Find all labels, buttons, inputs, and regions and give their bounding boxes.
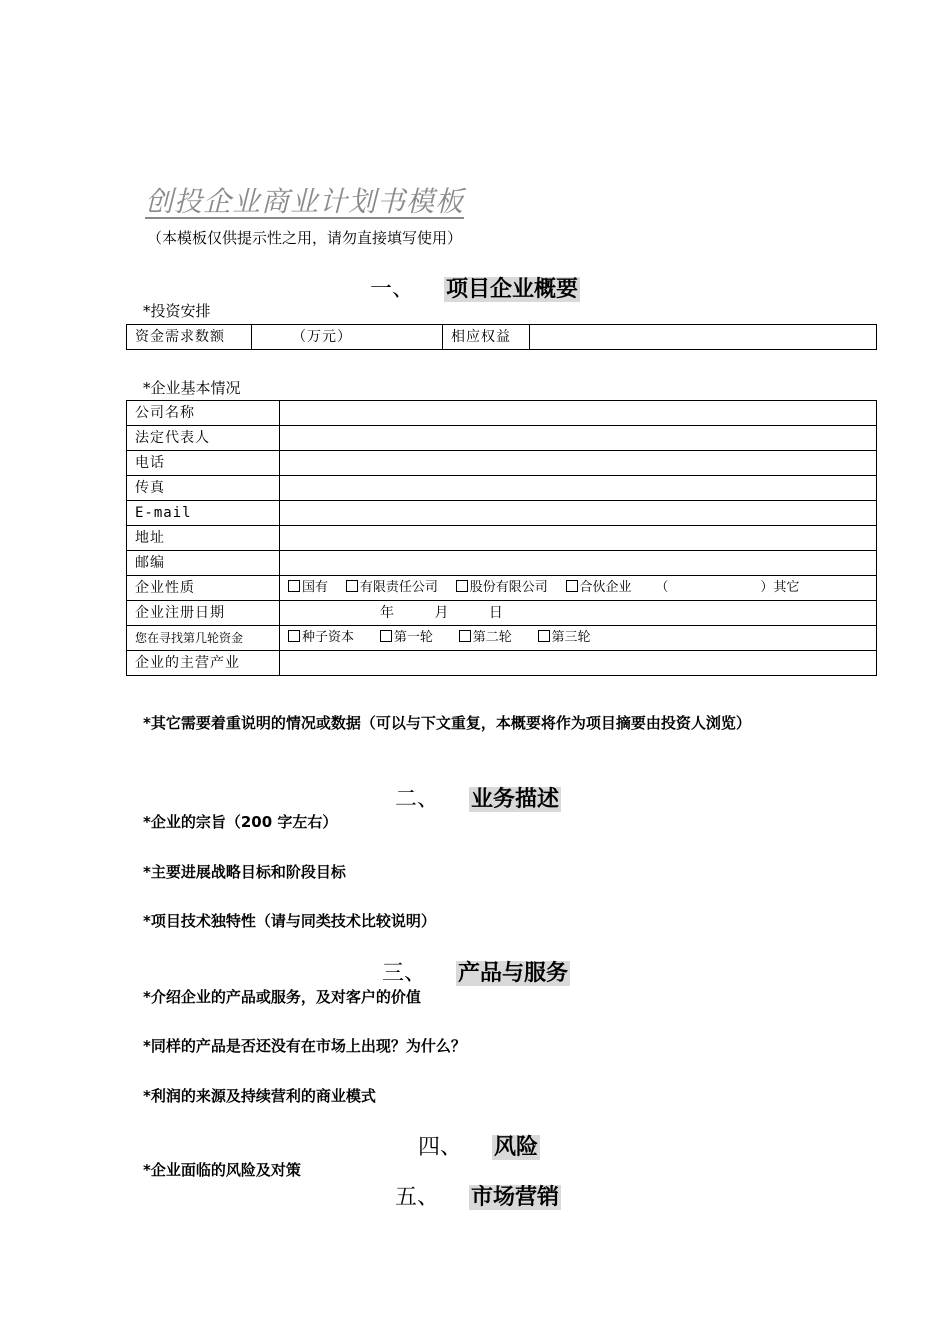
profit-note: *利润的来源及持续营利的商业模式 <box>143 1087 376 1105</box>
checkbox-icon[interactable] <box>380 630 392 642</box>
year-label: 年 <box>380 605 395 621</box>
row-label: 电话 <box>127 451 280 476</box>
checkbox-icon[interactable] <box>288 580 300 592</box>
section-5-title: 市场营销 <box>471 1185 560 1210</box>
investment-label: *投资安排 <box>143 302 211 320</box>
section-5-heading <box>395 1180 561 1211</box>
email-field[interactable] <box>280 501 877 526</box>
table-row <box>127 451 877 476</box>
row-label: E-mail <box>127 501 280 526</box>
risk-note: *企业面临的风险及对策 <box>143 1161 301 1179</box>
checkbox-icon[interactable] <box>566 580 578 592</box>
section-1-number: 一、 <box>370 277 415 302</box>
round-options <box>280 626 877 651</box>
document-subtitle: （本模板仅供提示性之用，请勿直接填写使用） <box>147 229 463 247</box>
round-option[interactable]: 第二轮 <box>459 630 512 645</box>
postcode-field[interactable] <box>280 551 877 576</box>
section-1-heading <box>370 272 580 303</box>
company-info-table <box>126 400 877 676</box>
checkbox-icon[interactable] <box>538 630 550 642</box>
row-label: 企业注册日期 <box>127 601 280 626</box>
address-field[interactable] <box>280 526 877 551</box>
table-row <box>127 551 877 576</box>
market-exist-note: *同样的产品是否还没有在市场上出现？为什么？ <box>143 1037 466 1055</box>
equity-label: 相应权益 <box>443 325 530 350</box>
nature-option[interactable]: 股份有限公司 <box>456 580 548 595</box>
table-row <box>127 476 877 501</box>
section-1-title: 项目企业概要 <box>446 277 579 302</box>
fax-field[interactable] <box>280 476 877 501</box>
section-4-heading <box>418 1130 540 1161</box>
round-option[interactable]: 种子资本 <box>288 630 354 645</box>
nature-other-open: （ <box>655 580 669 595</box>
round-option[interactable]: 第三轮 <box>538 630 591 645</box>
amount-label: 资金需求数额 <box>127 325 252 350</box>
table-row <box>127 601 877 626</box>
row-label: 地址 <box>127 526 280 551</box>
checkbox-icon[interactable] <box>346 580 358 592</box>
row-label: 邮编 <box>127 551 280 576</box>
tech-note: *项目技术独特性（请与同类技术比较说明） <box>143 912 436 930</box>
nature-other-close: ）其它 <box>760 580 800 595</box>
checkbox-icon[interactable] <box>459 630 471 642</box>
table-row <box>127 401 877 426</box>
legal-rep-field[interactable] <box>280 426 877 451</box>
section-2-heading <box>395 782 561 813</box>
table-row <box>127 651 877 676</box>
section-4-number: 四、 <box>418 1135 463 1160</box>
day-label: 日 <box>488 605 504 621</box>
company-info-label: *企业基本情况 <box>143 379 241 397</box>
nature-option[interactable]: 合伙企业 <box>566 580 632 595</box>
row-label: 公司名称 <box>127 401 280 426</box>
amount-unit[interactable]: （万元） <box>252 325 443 350</box>
row-label: 您在寻找第几轮资金 <box>127 626 280 651</box>
table-row <box>127 501 877 526</box>
equity-field[interactable] <box>530 325 877 350</box>
row-label: 企业性质 <box>127 576 280 601</box>
section-5-number: 五、 <box>395 1185 440 1210</box>
round-option[interactable]: 第一轮 <box>380 630 433 645</box>
document-title: 创投企业商业计划书模板 <box>145 185 465 218</box>
section-2-title: 业务描述 <box>471 787 560 812</box>
nature-option[interactable]: 国有 <box>288 580 328 595</box>
checkbox-icon[interactable] <box>456 580 468 592</box>
section-3-title: 产品与服务 <box>458 961 569 986</box>
industry-field[interactable] <box>280 651 877 676</box>
goals-note: *主要进展战略目标和阶段目标 <box>143 863 346 881</box>
table-row <box>127 576 877 601</box>
investment-table <box>126 324 877 350</box>
row-label: 法定代表人 <box>127 426 280 451</box>
table-row <box>127 526 877 551</box>
other-info-note: *其它需要着重说明的情况或数据（可以与下文重复，本概要将作为项目摘要由投资人浏览） <box>143 714 751 732</box>
purpose-note: *企业的宗旨（200 字左右） <box>143 813 338 831</box>
table-row <box>127 626 877 651</box>
checkbox-icon[interactable] <box>288 630 300 642</box>
row-label: 传真 <box>127 476 280 501</box>
products-note: *介绍企业的产品或服务，及对客户的价值 <box>143 988 421 1006</box>
section-4-title: 风险 <box>494 1135 539 1160</box>
table-row <box>127 426 877 451</box>
month-label: 月 <box>434 605 450 621</box>
company-name-field[interactable] <box>280 401 877 426</box>
section-3-heading <box>382 956 570 987</box>
section-3-number: 三、 <box>382 961 427 986</box>
row-label: 企业的主营产业 <box>127 651 280 676</box>
nature-options <box>280 576 877 601</box>
reg-date-field[interactable] <box>280 601 877 626</box>
nature-option[interactable]: 有限责任公司 <box>346 580 438 595</box>
phone-field[interactable] <box>280 451 877 476</box>
section-2-number: 二、 <box>395 787 440 812</box>
